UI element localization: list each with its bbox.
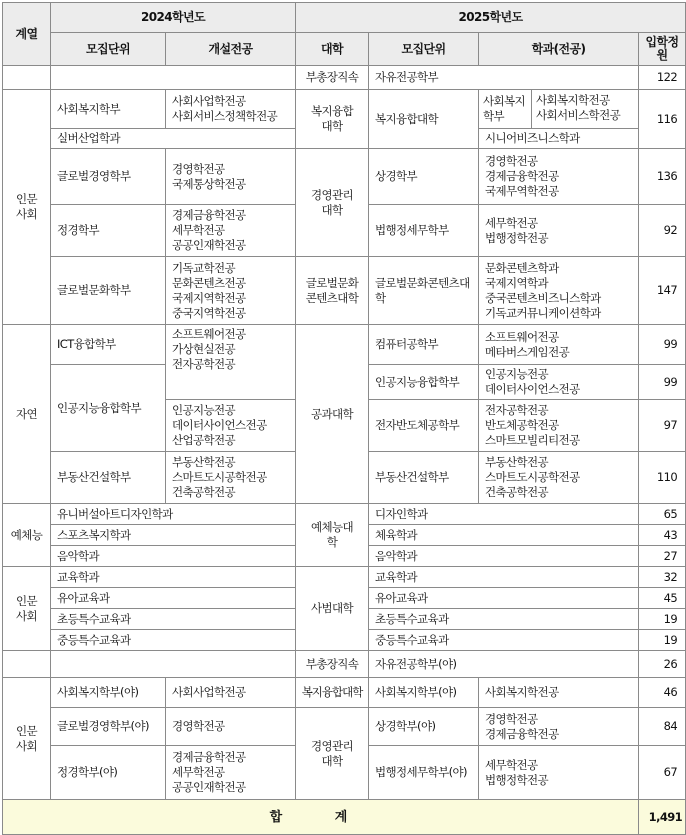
unit-2024-cell: 정경학부 <box>51 205 166 257</box>
quota-cell: 116 <box>639 90 686 149</box>
unit-2024-cell: 인공지능융합학부 <box>51 365 166 452</box>
quota-cell: 32 <box>639 567 686 588</box>
quota-cell: 46 <box>639 678 686 708</box>
dept-group: 사회복지학부 <box>479 90 532 128</box>
college-cell: 부총장직속 <box>296 66 369 90</box>
dept-cell: 경영학전공 경제금융학전공 국제무역학전공 <box>479 149 639 205</box>
dept-cell: 인공지능전공 데이터사이언스전공 <box>479 365 639 400</box>
dept-cell: 문화콘텐츠학과 국제지역학과 중국콘텐츠비즈니스학과 기독교커뮤니케이션학과 <box>479 257 639 325</box>
majors-2024-cell: 기독교학전공 문화콘텐츠전공 국제지역학전공 중국지역학전공 <box>166 257 296 325</box>
unit-2024-cell: 글로벌경영학부(야) <box>51 708 166 746</box>
quota-cell: 122 <box>639 66 686 90</box>
unit-2025-cell: 음악학과 <box>369 546 639 567</box>
majors-2024-cell: 경영학전공 국제통상학전공 <box>166 149 296 205</box>
college-cell: 공과대학 <box>296 325 369 504</box>
unit-2025-cell: 컴퓨터공학부 <box>369 325 479 365</box>
quota-cell: 99 <box>639 325 686 365</box>
unit-2025-cell: 인공지능융합학부 <box>369 365 479 400</box>
dept-cell: 세무학전공 법행정학전공 <box>479 205 639 257</box>
table-row <box>3 257 686 325</box>
unit-2025-cell: 자유전공학부(야) <box>369 651 639 678</box>
unit-2024-cell: 사회복지학부 <box>51 90 166 129</box>
unit-2024-cell: 유아교육과 <box>51 588 296 609</box>
track-cell: 예체능 <box>3 504 51 567</box>
header-dept: 학과(전공) <box>479 33 639 66</box>
table-row <box>3 66 686 90</box>
table-row <box>3 678 686 708</box>
unit-2025-cell: 상경학부 <box>369 149 479 205</box>
quota-cell: 26 <box>639 651 686 678</box>
unit-2024-cell: 유니버설아트디자인학과 <box>51 504 296 525</box>
college-cell: 복지융합대학 <box>296 90 369 149</box>
track-cell: 인문사회 <box>3 90 51 325</box>
college-cell: 글로벌문화콘텐츠대학 <box>296 257 369 325</box>
header-unit-2025: 모집단위 <box>369 33 479 66</box>
unit-2024-cell: 중등특수교육과 <box>51 630 296 651</box>
quota-cell: 84 <box>639 708 686 746</box>
unit-2025-cell: 디자인학과 <box>369 504 639 525</box>
dept-cell: 세무학전공 법행정학전공 <box>479 746 639 800</box>
college-cell: 복지융합대학 <box>296 678 369 708</box>
college-cell: 부총장직속 <box>296 651 369 678</box>
unit-2024-cell: 정경학부(야) <box>51 746 166 800</box>
unit-2025-cell: 법행정세무학부(야) <box>369 746 479 800</box>
quota-cell: 147 <box>639 257 686 325</box>
majors-2024-cell: 경영학전공 <box>166 708 296 746</box>
college-cell: 경영관리대학 <box>296 149 369 257</box>
unit-2025-cell: 상경학부(야) <box>369 708 479 746</box>
unit-2024-cell: ICT융합학부 <box>51 325 166 365</box>
college-cell: 사범대학 <box>296 567 369 651</box>
unit-2025-cell: 교육학과 <box>369 567 639 588</box>
header-track: 계열 <box>3 3 51 66</box>
unit-2024-cell: 부동산건설학부 <box>51 452 166 504</box>
quota-cell: 65 <box>639 504 686 525</box>
quota-cell: 19 <box>639 609 686 630</box>
header-2024: 2024학년도 <box>51 3 296 33</box>
unit-2025-cell: 부동산건설학부 <box>369 452 479 504</box>
quota-cell: 27 <box>639 546 686 567</box>
unit-2025-cell: 복지융합대학 <box>369 90 479 149</box>
total-row <box>3 800 686 835</box>
admission-quota-table <box>2 2 686 835</box>
majors-2024-cell: 사회사업학전공 <box>166 678 296 708</box>
table-row <box>3 504 686 525</box>
track-cell: 자연 <box>3 325 51 504</box>
quota-cell: 45 <box>639 588 686 609</box>
quota-cell: 136 <box>639 149 686 205</box>
dept-cell: 시니어비즈니스학과 <box>479 129 639 149</box>
college-cell: 예체능대학 <box>296 504 369 567</box>
unit-2025-cell: 초등특수교육과 <box>369 609 639 630</box>
unit-2024-cell: 초등특수교육과 <box>51 609 296 630</box>
quota-cell: 97 <box>639 400 686 452</box>
track-cell: 인문사회 <box>3 678 51 800</box>
table-row <box>3 708 686 746</box>
table-row <box>3 325 686 365</box>
quota-cell: 92 <box>639 205 686 257</box>
header-college: 대학 <box>296 33 369 66</box>
dept-cell: 경영학전공 경제금융학전공 <box>479 708 639 746</box>
track-cell: 인문사회 <box>3 567 51 651</box>
unit-2024-cell: 교육학과 <box>51 567 296 588</box>
dept-cell: 전자공학전공 반도체공학전공 스마트모빌리티전공 <box>479 400 639 452</box>
total-label: 합 계 <box>3 800 639 835</box>
unit-2024-cell: 글로벌경영학부 <box>51 149 166 205</box>
unit-2025-cell: 중등특수교육과 <box>369 630 639 651</box>
quota-cell: 19 <box>639 630 686 651</box>
header-majors-2024: 개설전공 <box>166 33 296 66</box>
quota-cell: 99 <box>639 365 686 400</box>
majors-2024-cell: 사회사업학전공 사회서비스정책학전공 <box>166 90 296 129</box>
quota-cell: 110 <box>639 452 686 504</box>
majors-2024-cell: 소프트웨어전공 가상현실전공 전자공학전공 <box>166 325 296 400</box>
dept-cell: 소프트웨어전공 메타버스게임전공 <box>479 325 639 365</box>
quota-cell: 67 <box>639 746 686 800</box>
table-row <box>3 149 686 205</box>
majors-2024-cell: 경제금융학전공 세무학전공 공공인재학전공 <box>166 746 296 800</box>
total-value: 1,491 <box>639 800 686 835</box>
table-row <box>3 90 686 129</box>
unit-2025-cell: 전자반도체공학부 <box>369 400 479 452</box>
header-unit-2024: 모집단위 <box>51 33 166 66</box>
majors-2024-cell: 경제금융학전공 세무학전공 공공인재학전공 <box>166 205 296 257</box>
unit-2025-cell: 법행정세무학부 <box>369 205 479 257</box>
unit-2025-cell: 자유전공학부 <box>369 66 639 90</box>
majors-2024-cell: 인공지능전공 데이터사이언스전공 산업공학전공 <box>166 400 296 452</box>
unit-2024-cell: 사회복지학부(야) <box>51 678 166 708</box>
header-quota: 입학정원 <box>639 33 686 66</box>
dept-cell: 부동산학전공 스마트도시공학전공 건축공학전공 <box>479 452 639 504</box>
table-row <box>3 567 686 588</box>
unit-2024-cell: 스포츠복지학과 <box>51 525 296 546</box>
unit-2025-cell: 체육학과 <box>369 525 639 546</box>
unit-2025-cell: 유아교육과 <box>369 588 639 609</box>
unit-2025-cell: 사회복지학부(야) <box>369 678 479 708</box>
unit-2024-cell: 글로벌문화학부 <box>51 257 166 325</box>
dept-cell: 사회복지학부 사회복지학전공 사회서비스학전공 <box>479 90 639 129</box>
quota-cell: 43 <box>639 525 686 546</box>
unit-2024-cell: 음악학과 <box>51 546 296 567</box>
table-row <box>3 651 686 678</box>
majors-2024-cell: 부동산학전공 스마트도시공학전공 건축공학전공 <box>166 452 296 504</box>
unit-2025-cell: 글로벌문화콘텐츠대학 <box>369 257 479 325</box>
dept-cell: 사회복지학전공 <box>479 678 639 708</box>
header-2025: 2025학년도 <box>296 3 686 33</box>
unit-2024-cell: 실버산업학과 <box>51 129 296 149</box>
college-cell: 경영관리대학 <box>296 708 369 800</box>
